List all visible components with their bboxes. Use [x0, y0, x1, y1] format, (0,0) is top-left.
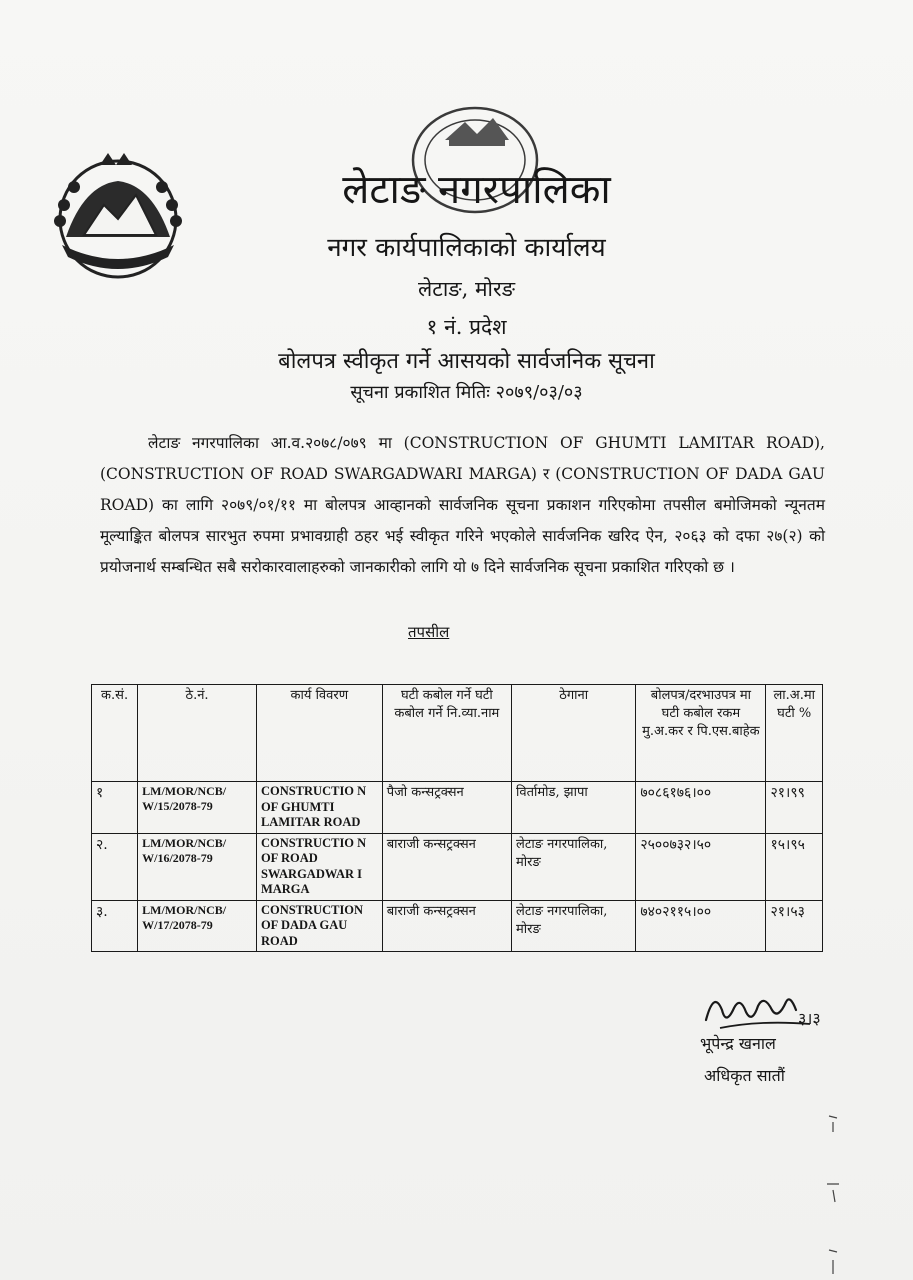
contract-details-table: [91, 684, 823, 952]
table-header-row: [92, 685, 823, 782]
office-location: लेटाङ, मोरङ: [418, 277, 515, 301]
header-amount: बोलपत्र/दरभाउपत्र मा घटी कबोल रकम मु.अ.कर र पि.एस.बाहेक: [636, 685, 766, 782]
signatory-name: भूपेन्द्र खनाल: [700, 1034, 776, 1053]
cell-bidder: पैजो कन्सट्रक्सन: [382, 782, 511, 834]
header-serial: क.सं.: [92, 685, 138, 782]
cell-serial: २.: [92, 833, 138, 900]
header-work: कार्य विवरण: [256, 685, 382, 782]
header-contract-no: ठे.नं.: [138, 685, 257, 782]
cell-work: CONSTRUCTION OF DADA GAU ROAD: [256, 900, 382, 952]
cell-address: लेटाङ नगरपालिका, मोरङ: [512, 900, 636, 952]
cell-amount: २५००७३२।५०: [636, 833, 766, 900]
municipality-title: लेटाङ नगरपालिका: [342, 167, 611, 213]
header-bidder: घटी कबोल गर्ने घटी कबोल गर्ने नि.व्या.नाम: [382, 685, 511, 782]
cell-percent: २१।९९: [766, 782, 823, 834]
published-date: सूचना प्रकाशित मितिः २०७९/०३/०३: [350, 382, 583, 403]
cell-contract-no: LM/MOR/NCB/ W/15/2078-79: [138, 782, 257, 834]
cell-serial: ३.: [92, 900, 138, 952]
cell-contract-no: LM/MOR/NCB/ W/17/2078-79: [138, 900, 257, 952]
notice-subject: बोलपत्र स्वीकृत गर्ने आसयको सार्वजनिक सूचना: [278, 349, 655, 374]
cell-contract-no: LM/MOR/NCB/ W/16/2078-79: [138, 833, 257, 900]
notice-paragraph: [100, 428, 825, 583]
signatory-title: अधिकृत सातौं: [704, 1066, 785, 1085]
cell-work: CONSTRUCTIO N OF ROAD SWARGADWAR I MARGA: [256, 833, 382, 900]
cell-percent: १५।९५: [766, 833, 823, 900]
details-heading: तपसील: [408, 623, 450, 641]
signature-date: ३।३: [798, 1009, 821, 1028]
table-row: [92, 782, 823, 834]
margin-marks-icon: [823, 1110, 843, 1280]
header-address: ठेगाना: [512, 685, 636, 782]
table-row: [92, 900, 823, 952]
cell-work: CONSTRUCTIO N OF GHUMTI LAMITAR ROAD: [256, 782, 382, 834]
cell-bidder: बाराजी कन्सट्रक्सन: [382, 900, 511, 952]
cell-amount: ७०८६१७६।००: [636, 782, 766, 834]
table-row: [92, 833, 823, 900]
office-name: नगर कार्यपालिकाको कार्यालय: [327, 233, 606, 263]
province-line: १ नं. प्रदेश: [426, 315, 507, 339]
notice-paragraph-text: लेटाङ नगरपालिका आ.व.२०७८/०७९ मा (CONSTRUCTION OF GHUMTI LAMITAR ROAD), (CONSTRUCTION OF ROAD SWARGADWARI MARGA) र (CONSTRUCTION OF DADA GAU ROAD) का लागि २०७९/०१/११ मा बोलपत्र आव्हानको सार्वजनिक सूचना प्रकाशन गरिएकोमा तपसील बमोजिमको न्यूनतम मूल्याङ्कित बोलपत्र सारभुत रुपमा प्रभावग्राही ठहर भई स्वीकृत गरिने भएकोले सार्वजनिक खरिद ऐन, २०६३ को दफा २७(२) को प्रयोजनार्थ सम्बन्धित सबै सरोकारवालाहरुको जानकारीको लागि यो ७ दिने सार्वजनिक सूचना प्रकाशित गरिएको छ ।: [100, 434, 825, 576]
cell-address: लेटाङ नगरपालिका, मोरङ: [512, 833, 636, 900]
cell-percent: २१।५३: [766, 900, 823, 952]
cell-address: विर्तामोड, झापा: [512, 782, 636, 834]
cell-amount: ७४०२११५।००: [636, 900, 766, 952]
cell-bidder: बाराजी कन्सट्रक्सन: [382, 833, 511, 900]
header-percent: ला.अ.मा घटी %: [766, 685, 823, 782]
cell-serial: १: [92, 782, 138, 834]
